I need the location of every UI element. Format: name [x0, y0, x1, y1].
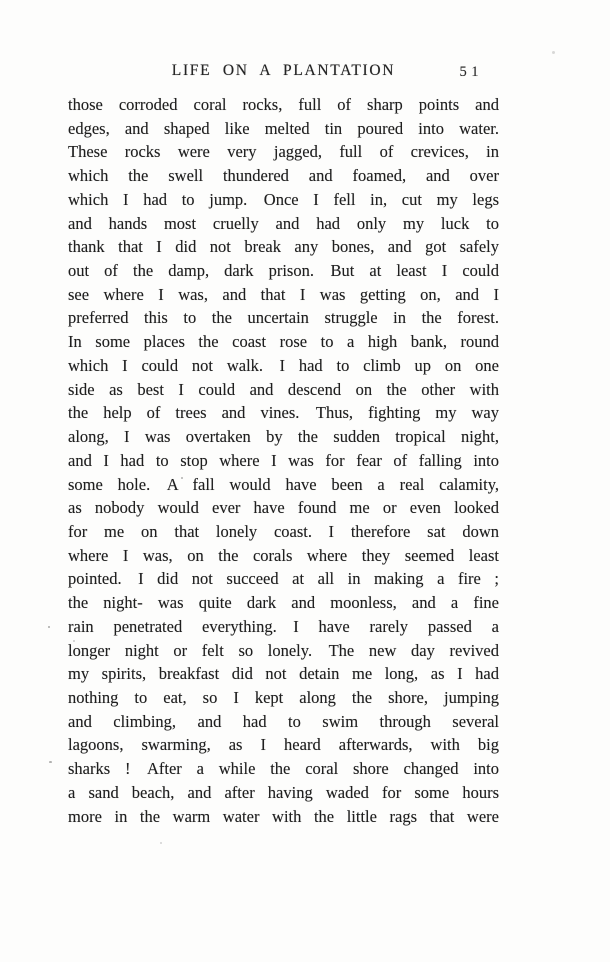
scan-speck [181, 477, 183, 479]
scan-speck [160, 842, 162, 844]
text-line: lagoons, swarming, as I heard afterwards, with big [68, 735, 499, 755]
text-line: sharks ! After a while the coral shore changed into [68, 759, 499, 779]
text-line: These rocks were very jagged, full of crevices, in [68, 142, 499, 162]
text-line: where I was, on the corals where they seemed least [68, 545, 499, 565]
text-line: rain penetrated everything. I have rarely passed a [68, 616, 499, 636]
text-line: the help of trees and vines. Thus, fighting my way [68, 403, 499, 423]
text-line: as nobody would ever have found me or even looked [68, 498, 499, 518]
text-line: more in the warm water with the little rags that were [68, 806, 499, 826]
body-text-block [68, 93, 499, 828]
text-line: and I had to stop where I was for fear of falling into [68, 450, 499, 470]
text-line: out of the damp, dark prison. But at least I could [68, 261, 499, 281]
text-line: which I had to jump. Once I fell in, cut my legs [68, 189, 499, 209]
text-line: those corroded coral rocks, full of sharp points and [68, 95, 499, 114]
chapter-running-title: LIFE ON A PLANTATION [171, 62, 396, 79]
text-line: In some places the coast rose to a high bank, round [68, 332, 499, 352]
text-line: which the swell thundered and foamed, and over [68, 166, 499, 186]
text-line: side as best I could and descend on the other with [68, 379, 499, 399]
scan-speck [48, 626, 50, 628]
text-line: for me on that lonely coast. I therefore sat down [68, 521, 499, 541]
scan-speck [49, 761, 52, 763]
text-line: preferred this to the uncertain struggle in the forest. [68, 308, 499, 328]
text-line: longer night or felt so lonely. The new day revived [68, 640, 499, 660]
scan-speck [73, 640, 75, 642]
text-line: which I could not walk. I had to climb up on one [68, 355, 499, 375]
scan-speck [552, 51, 555, 54]
text-line: thank that I did not break any bones, and got safely [68, 237, 499, 257]
text-line: along, I was overtaken by the sudden tropical night, [68, 427, 499, 447]
text-line: nothing to eat, so I kept along the shore, jumping [68, 687, 499, 707]
text-line: the night- was quite dark and moonless, and a fine [68, 593, 499, 613]
text-line: see where I was, and that I was getting on, and I [68, 284, 499, 304]
text-line: some hole. A fall would have been a real calamity, [68, 474, 499, 494]
text-line: pointed. I did not succeed at all in making a fire ; [68, 569, 499, 589]
text-line: and hands most cruelly and had only my luck to [68, 213, 499, 233]
running-head [68, 62, 499, 84]
text-line: edges, and shaped like melted tin poured into water. [68, 118, 499, 138]
page-number: 51 [459, 64, 483, 80]
text-line: and climbing, and had to swim through several [68, 711, 499, 731]
text-line: my spirits, breakfast did not detain me long, as I had [68, 664, 499, 684]
text-line: a sand beach, and after having waded for some hours [68, 782, 499, 802]
